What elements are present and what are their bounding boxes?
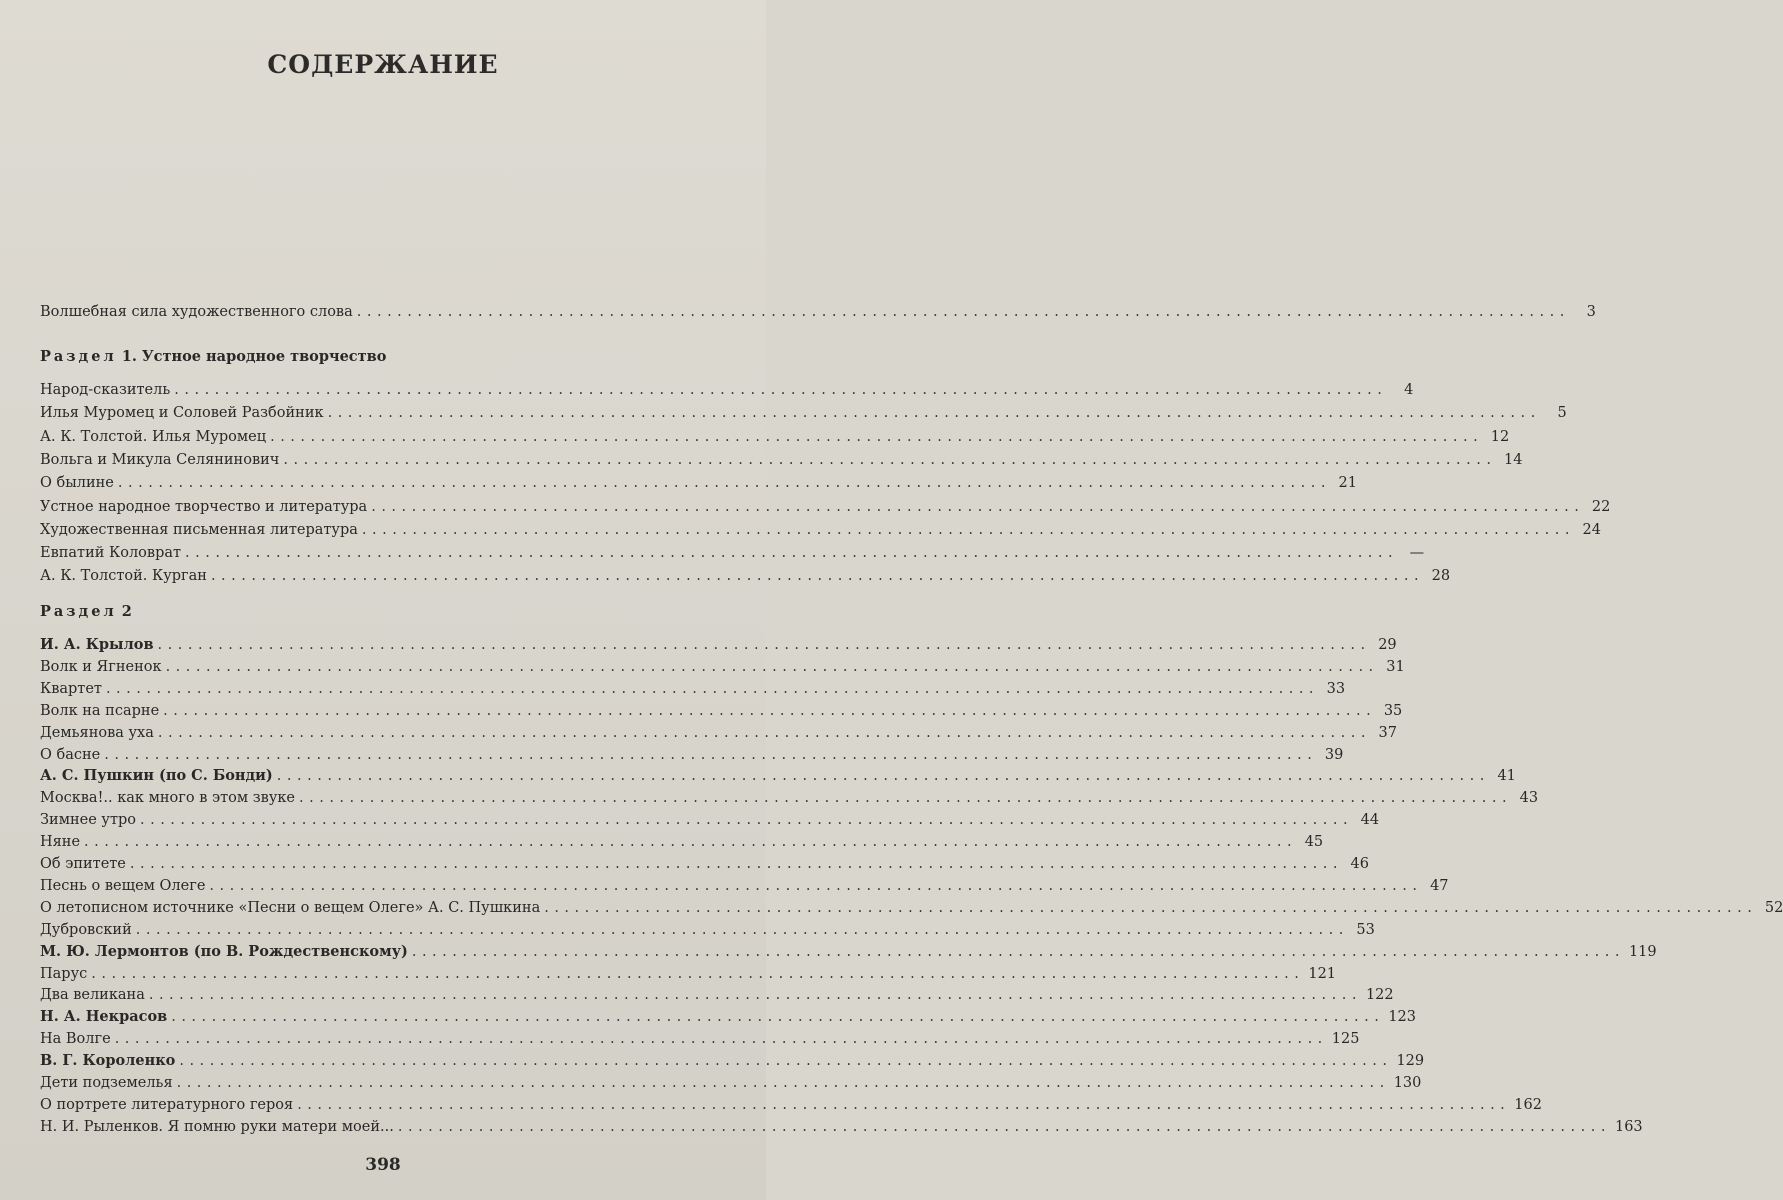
dot-leader: ........................................................................................................................	[129, 856, 1343, 872]
entry-page-number: 33	[1326, 680, 1346, 697]
entry-title: Демьянова уха	[40, 724, 154, 741]
toc-entry	[40, 875, 1449, 897]
entry-title: Песнь о вещем Олеге	[40, 877, 206, 894]
entry-page-number: 4	[1404, 382, 1414, 398]
dot-leader: ........................................................................................................................	[270, 428, 1484, 445]
dot-leader: ........................................................................................................................	[371, 498, 1585, 515]
dot-leader: ........................................................................................................................	[174, 382, 1388, 398]
entry-page-number: 121	[1308, 965, 1337, 982]
entry-title: А. К. Толстой. Курган	[40, 568, 207, 585]
toc-entry	[40, 1006, 1417, 1028]
entry-page-number: 3	[1586, 304, 1596, 320]
entry-page-number: 28	[1431, 568, 1451, 585]
toc-entry	[40, 744, 1344, 766]
dot-leader: ........................................................................................................................	[276, 768, 1490, 785]
toc-entry	[40, 542, 1425, 564]
toc-entry	[40, 722, 1397, 744]
dot-leader: ........................................................................................................................	[157, 724, 1371, 741]
entry-title: Об эпитете	[40, 856, 126, 872]
toc-entry	[40, 402, 1567, 424]
entry-title: Дубровский	[40, 921, 132, 938]
entry-title: В. Г. Короленко	[40, 1052, 176, 1070]
entry-title: И. А. Крылов	[40, 636, 154, 653]
entry-page-number: 39	[1324, 746, 1344, 763]
dot-leader: ........................................................................................................................	[361, 521, 1575, 538]
toc-entry	[40, 1094, 1542, 1116]
entry-page-number: 41	[1497, 768, 1516, 785]
toc-entry	[40, 919, 1375, 941]
entry-page-number: 12	[1490, 428, 1510, 445]
entry-title: Художественная письменная литература	[40, 521, 358, 538]
entry-title: М. Ю. Лермонтов (по В. Рождественскому)	[40, 942, 408, 960]
entry-page-number: 125	[1331, 1031, 1360, 1048]
entry-page-number: 53	[1356, 921, 1375, 938]
toc-entry	[40, 1116, 1643, 1138]
entry-title: О басне	[40, 746, 101, 763]
dot-leader: ........................................................................................................................	[84, 834, 1298, 851]
entry-title: Волк и Ягненок	[40, 658, 162, 675]
toc-entry	[40, 449, 1523, 471]
dot-leader: ........................................................................................................................	[299, 790, 1513, 807]
toc-entry	[40, 853, 1369, 875]
entry-title: Парус	[40, 965, 88, 982]
page-number: 398	[365, 1155, 401, 1175]
entry-page-number: 119	[1628, 943, 1657, 960]
toc-entry	[40, 787, 1539, 809]
entry-page-number: 123	[1388, 1009, 1417, 1026]
entry-title: О портрете литературного героя	[40, 1096, 294, 1113]
entry-title: Н. А. Некрасов	[40, 1008, 168, 1026]
entry-title: О летописном источнике «Песни о вещем Олеге» А. С. Пушкина	[40, 899, 541, 916]
entry-page-number: 14	[1504, 451, 1523, 468]
dot-leader: ........................................................................................................................	[397, 1118, 1611, 1135]
entry-page-number: 47	[1430, 877, 1449, 894]
section-title: 2	[121, 603, 132, 620]
dot-leader: ........................................................................................................................	[148, 987, 1362, 1004]
entry-page-number: 31	[1386, 658, 1405, 675]
entry-page-number: 5	[1557, 405, 1567, 422]
entry-page-number: 37	[1378, 724, 1397, 741]
toc-entry	[40, 496, 1611, 518]
section-prefix: Раздел	[40, 348, 117, 365]
toc-entry	[40, 472, 1357, 494]
entry-title: Вольга и Микула Селянинович	[40, 451, 280, 468]
toc-entry	[40, 941, 1657, 963]
dot-leader: ........................................................................................................................	[185, 545, 1399, 562]
entry-page-number: 29	[1378, 637, 1397, 653]
dot-leader: ........................................................................................................................	[104, 746, 1318, 763]
dot-leader: ........................................................................................................................	[176, 1075, 1390, 1091]
toc-entry	[40, 1072, 1422, 1094]
entry-page-number: 45	[1304, 834, 1324, 851]
dot-leader: ........................................................................................................................	[327, 405, 1541, 422]
entry-title: Москва!.. как много в этом звуке	[40, 790, 295, 807]
dot-leader: ........................................................................................................................	[356, 304, 1570, 320]
toc-entry	[40, 963, 1337, 985]
dot-leader: ........................................................................................................................	[210, 568, 1425, 585]
dot-leader: ........................................................................................................................	[209, 877, 1423, 894]
section-heading-1	[40, 346, 386, 368]
dot-leader: ........................................................................................................................	[297, 1096, 1511, 1113]
section-prefix: Раздел	[40, 603, 117, 620]
entry-page-number: 22	[1591, 498, 1611, 515]
dot-leader: ........................................................................................................................	[114, 1031, 1328, 1048]
toc-entry	[40, 984, 1394, 1006]
dot-leader: ........................................................................................................................	[411, 943, 1625, 960]
toc-entry	[40, 426, 1510, 448]
entry-page-number: 122	[1365, 987, 1394, 1004]
toc-entry	[40, 519, 1601, 541]
entry-title: А. С. Пушкин (по С. Бонди)	[40, 767, 273, 785]
toc-entry	[40, 379, 1414, 401]
entry-page-number: 46	[1350, 856, 1369, 872]
entry-title: О былине	[40, 475, 114, 492]
entry-page-number: —	[1409, 545, 1425, 562]
dot-leader: ........................................................................................................................	[117, 475, 1331, 492]
entry-title: Волшебная сила художественного слова	[40, 304, 353, 320]
toc-entry	[40, 809, 1380, 831]
entry-title: Н. И. Рыленков. Я помню руки матери моей...	[40, 1118, 394, 1135]
dot-leader: ........................................................................................................................	[283, 451, 1497, 468]
entry-title: Два великана	[40, 987, 145, 1004]
toc-entry	[40, 634, 1397, 656]
entry-page-number: 24	[1582, 521, 1601, 538]
dot-leader: ........................................................................................................................	[163, 702, 1377, 719]
dot-leader: ........................................................................................................................	[135, 921, 1349, 938]
entry-title: Квартет	[40, 680, 102, 697]
entry-title: Илья Муромец и Соловей Разбойник	[40, 405, 324, 422]
toc-entry-intro	[40, 301, 1596, 323]
entry-page-number: 44	[1360, 812, 1380, 829]
entry-title: А. К. Толстой. Илья Муромец	[40, 428, 267, 445]
entry-page-number: 162	[1514, 1096, 1542, 1113]
toc-entry	[40, 897, 1783, 919]
entry-page-number: 43	[1519, 790, 1539, 807]
entry-page-number: 35	[1383, 702, 1403, 719]
entry-page-number: 21	[1338, 475, 1357, 492]
entry-title: Народ-сказитель	[40, 382, 171, 398]
dot-leader: ........................................................................................................................	[91, 965, 1305, 982]
toc-entry	[40, 565, 1451, 587]
dot-leader: ........................................................................................................................	[157, 637, 1371, 653]
page-title: СОДЕРЖАНИЕ	[267, 50, 499, 79]
section-heading-2	[40, 601, 132, 623]
entry-title: На Волге	[40, 1031, 111, 1048]
toc-entry	[40, 656, 1405, 678]
dot-leader: ........................................................................................................................	[139, 812, 1354, 829]
dot-leader: ........................................................................................................................	[544, 899, 1758, 916]
section-title: 1. Устное народное творчество	[121, 348, 387, 365]
toc-entry	[40, 1028, 1360, 1050]
entry-page-number: 129	[1396, 1053, 1425, 1070]
dot-leader: ........................................................................................................................	[171, 1009, 1385, 1026]
toc-entry	[40, 678, 1346, 700]
entry-page-number: 52	[1764, 899, 1783, 916]
entry-title: Няне	[40, 834, 81, 851]
toc-entry	[40, 831, 1324, 853]
entry-page-number: 130	[1393, 1075, 1422, 1091]
dot-leader: ........................................................................................................................	[105, 680, 1320, 697]
toc-entry	[40, 700, 1403, 722]
entry-title: Зимнее утро	[40, 812, 136, 829]
toc-entry	[40, 1050, 1425, 1072]
entry-title: Волк на псарне	[40, 702, 160, 719]
dot-leader: ........................................................................................................................	[179, 1053, 1393, 1070]
toc-entry	[40, 765, 1516, 787]
entry-title: Устное народное творчество и литература	[40, 498, 368, 515]
entry-page-number: 163	[1614, 1118, 1643, 1135]
entry-title: Дети подземелья	[40, 1075, 173, 1091]
entry-title: Евпатий Коловрат	[40, 545, 182, 562]
dot-leader: ........................................................................................................................	[165, 658, 1379, 675]
